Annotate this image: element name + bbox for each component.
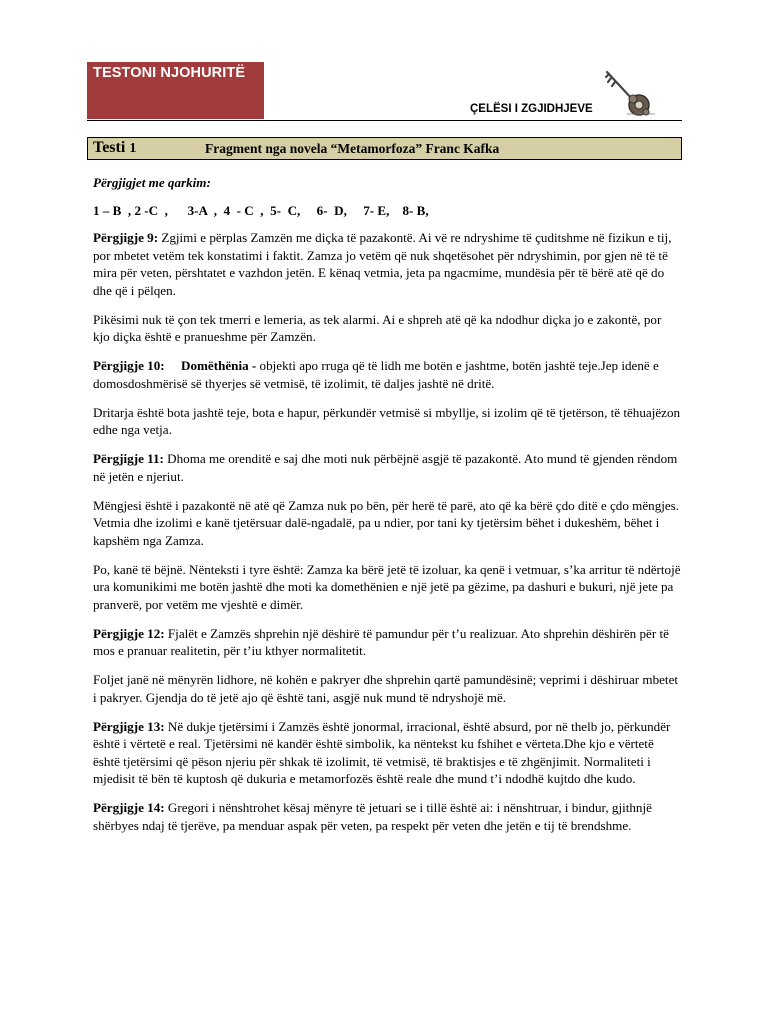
answer-10: Përgjigje 10: Domëthënia - objekti apo rruga që të lidh me botën e jashtme, botën jashtë teje.Jep idenë e domosdoshmërisë së thyerjes së vetmisë, të izolimit, të daljes jashtë në dritë. — [93, 358, 659, 391]
key-caption: Arbus Sdes Fotos — [627, 112, 655, 116]
test-title: Fragment nga novela “Metamorfoza” Franc Kafka — [205, 141, 500, 156]
header-banner — [87, 62, 264, 119]
answer-10-paragraph-2: Dritarja është bota jashtë teje, bota e hapur, përkundër vetmisë si mbyllje, si izolim që të tjetërson, të tëhuajëzon edhe nga vetja. — [93, 404, 681, 437]
answer-label: Përgjigje 13: — [93, 718, 165, 734]
test-label: Testi 1 — [93, 139, 137, 156]
answer-13: Përgjigje 13: Në dukje tjetërsimi i Zamzës është jonormal, irracional, është absurd, por në thelb jo, përkundër është i vërtetë e real. Tjetërsimi në kandër është simbolik, ka nëntekst ku fshihet e vërteta.Dhe kjo e vërtetë është tjetërsimi që pëson njeriu për shkak të izolimit, të vetmisë, të braktisjes e të zhgënjimit. Normaliteti i mjedisit të bën të kuptosh që dukuria e metamorfozës është reale dhe mund t’i ndodhë kujtdo dhe kudo. — [93, 718, 671, 786]
answer-label: Përgjigje 10: — [93, 358, 165, 373]
answer-9-paragraph-2: Pikësimi nuk të çon tek tmerri e lemeria, as tek alarmi. Ai e shpreh atë që ka ndodhur diçka jo e zakontë, por kjo diçka është e pranueshme për Zamzën. — [93, 311, 662, 344]
answer-12: Përgjigje 12: Fjalët e Zamzës shprehin një dëshirë të pamundur për t’u realizuar. Ato shprehin dëshirën për të mos e pranuar realitetin, për t’iu kthyer normalitetit. — [93, 625, 669, 658]
answer-label: Përgjigje 11: — [93, 451, 164, 466]
section-heading: Përgjigjet me qarkim: — [93, 175, 211, 190]
answer-12-paragraph-2: Foljet janë në mënyrën lidhore, në kohën e pakryer dhe shprehin qartë pamundësinë; veprimi i dëshiruar mbetet i pakryer. Gjendja do të jetë ajo që është tani, asgjë nuk mund të ndryshojë më. — [93, 672, 679, 705]
test-number: 1 — [129, 141, 137, 156]
answer-label: Përgjigje 14: — [93, 800, 165, 815]
multiple-choice-answers: 1 – B , 2 -C , 3-A , 4 - C , 5- C, 6- D, 7- E, 8- B, — [93, 202, 429, 218]
answers-content — [93, 174, 681, 846]
answer-14: Përgjigje 14: Gregori i nënshtrohet kësaj mënyre të jetuari se i tillë është ai: i nënshtruar, i bindur, gjithnjë shërbyes ndaj të tjerëve, pa menduar aspak për veten, pa respekt për veten dhe jetën e tij të brendshme. — [93, 800, 652, 833]
answer-label: Përgjigje 9: — [93, 230, 159, 245]
answer-11: Përgjigje 11: Dhoma me orenditë e saj dhe moti nuk përbëjnë asgjë të pazakontë. Ato mund të gjenden rëndom në jetën e njeriut. — [93, 451, 678, 484]
answer-key-title: ÇELËSI I ZGJIDHJEVE — [470, 103, 593, 115]
answer-label: Përgjigje 12: — [93, 625, 165, 641]
answer-term: Domëthënia - — [181, 358, 257, 373]
test-title-bar — [87, 137, 682, 160]
header-divider — [87, 120, 682, 121]
answer-11-paragraph-3: Po, kanë të bëjnë. Nënteksti i tyre është: Zamza ka bërë jetë të izoluar, ka qenë i vetmuar, s’ka arritur të ndërtojë ura komunikimi me botën jashtë dhe moti ka domethënien e një jetë pa gëzime, pa dashuri e bukuri, një jete pa pranverë, por vetëm me vjeshtë e dimër. — [93, 561, 681, 612]
answer-9: Përgjigje 9: Zgjimi e përplas Zamzën me diçka të pazakontë. Ai vë re ndryshime të çuditshme në fizikun e tij, por mbetet vetëm tek konstatimi i faktit. Zamza jo vetëm që nuk shqetësohet për ndryshimin, por gjen në të të mira për veten, përshtatet e vazhdon jetën. E kënaq vetmia, jeta pa ngacmime, mundësia për të bërë atë që do dhe që i pëlqen. — [93, 230, 672, 298]
answer-11-paragraph-2: Mëngjesi është i pazakontë në atë që Zamza nuk po bën, për herë të parë, ato që ka bërë çdo ditë e çdo mëngjes. Vetmia dhe izolimi e kanë tjetërsuar dalë-ngadalë, pa u ndier, por tani ky tjetërsim bëhet i dukeshëm, bëhet i kapshëm nga Zamza. — [93, 497, 680, 548]
banner-title: TESTONI NJOHURITË — [93, 65, 246, 81]
